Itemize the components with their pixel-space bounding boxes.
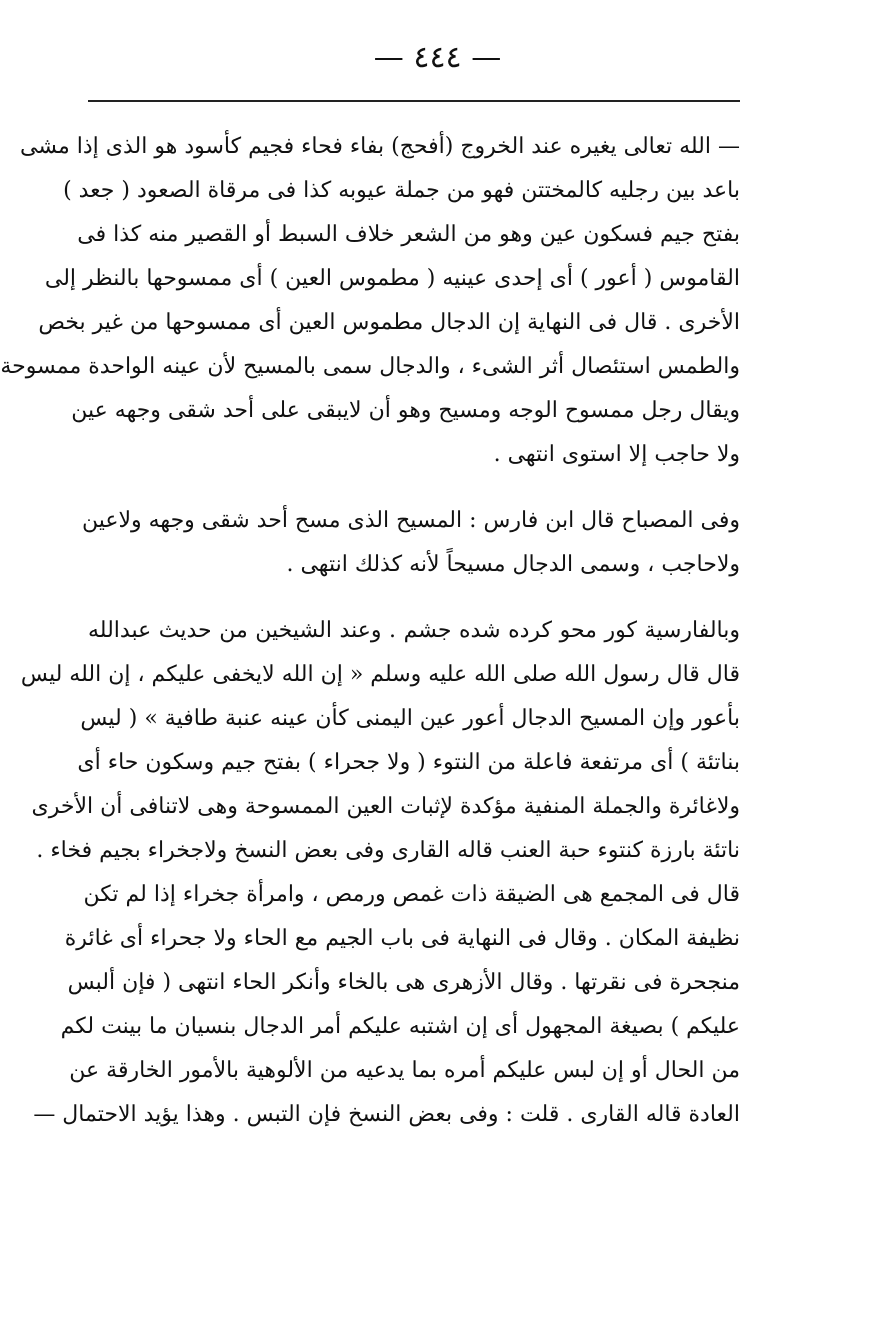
paragraph-3 [20, 609, 740, 1137]
text-line: عليكم ) بصيغة المجهول أى إن اشتبه عليكم أمر الدجال بنسيان ما بينت لكم [60, 1014, 740, 1039]
body-text [0, 125, 740, 1137]
text-line: منجحرة فى نقرتها . وقال الأزهرى هى بالخاء وأنكر الحاء انتهى ( فإن ألبس [67, 970, 740, 995]
text-line: بأعور وإن المسيح الدجال أعور عين اليمنى كأن عينه عنبة طافية » ( ليس [80, 706, 740, 731]
text-line: بفتح جيم فسكون عين وهو من الشعر خلاف السبط أو القصير منه كذا فى [77, 222, 740, 247]
text-line: وبالفارسية كور محو كرده شده جشم . وعند الشيخين من حديث عبدالله [88, 618, 740, 643]
paragraph-1 [0, 125, 740, 477]
text-line: قال قال رسول الله صلى الله عليه وسلم « إن الله لايخفى عليكم ، إن الله ليس [20, 662, 740, 687]
text-line: نظيفة المكان . وقال فى النهاية فى باب الجيم مع الحاء ولا جحراء أى غائرة [64, 926, 740, 951]
text-line: ولاحاجب ، وسمى الدجال مسيحاً لأنه كذلك انتهى . [286, 552, 740, 577]
paragraph-2 [81, 499, 740, 587]
text-line: الأخرى . قال فى النهاية إن الدجال مطموس العين أى ممسوحها من غير بخص [38, 310, 740, 335]
text-line: ولاغائرة والجملة المنفية مؤكدة لإثبات العين الممسوحة وهى لاتنافى أن الأخرى [31, 794, 740, 819]
paragraph-gap [88, 477, 740, 499]
text-line: قال فى المجمع هى الضيقة ذات غمص ورمص ، وامرأة جخراء إذا لم تكن [83, 882, 740, 907]
text-line: ولا حاجب إلا استوى انتهى . [493, 442, 740, 467]
page-number: — ٤٤٤ — [373, 40, 502, 75]
text-line: باعد بين رجليه كالمختتن فهو من جملة عيوبه كذا فى مرقاة الصعود ( جعد ) [63, 178, 740, 203]
text-line: العادة قاله القارى . قلت : وفى بعض النسخ فإن التبس . وهذا يؤيد الاحتمال — [33, 1102, 740, 1127]
header-rule [88, 100, 740, 102]
text-line: وفى المصباح قال ابن فارس : المسيح الذى مسح أحد شقى وجهه ولاعين [81, 508, 740, 533]
text-line: ناتئة بارزة كنتوء حبة العنب قاله القارى وفى بعض النسخ ولاجخراء بجيم فخاء . [36, 838, 740, 863]
text-line: والطمس استئصال أثر الشىء ، والدجال سمى بالمسيح لأن عينه الواحدة ممسوحة [0, 354, 740, 379]
text-line: — الله تعالى يغيره عند الخروج (أفحج) بفاء فحاء فجيم كأسود هو الذى إذا مشى [20, 134, 740, 159]
text-line: القاموس ( أعور ) أى إحدى عينيه ( مطموس العين ) أى ممسوحها بالنظر إلى [44, 266, 740, 291]
text-line: ويقال رجل ممسوح الوجه ومسيح وهو أن لايبقى على أحد شقى وجهه عين [71, 398, 740, 423]
text-line: بناتئة ) أى مرتفعة فاعلة من النتوء ( ولا جحراء ) بفتح جيم وسكون حاء أى [77, 750, 740, 775]
text-line: من الحال أو إن لبس عليكم أمره بما يدعيه من الألوهية بالأمور الخارقة عن [69, 1058, 740, 1083]
paragraph-gap [88, 587, 740, 609]
